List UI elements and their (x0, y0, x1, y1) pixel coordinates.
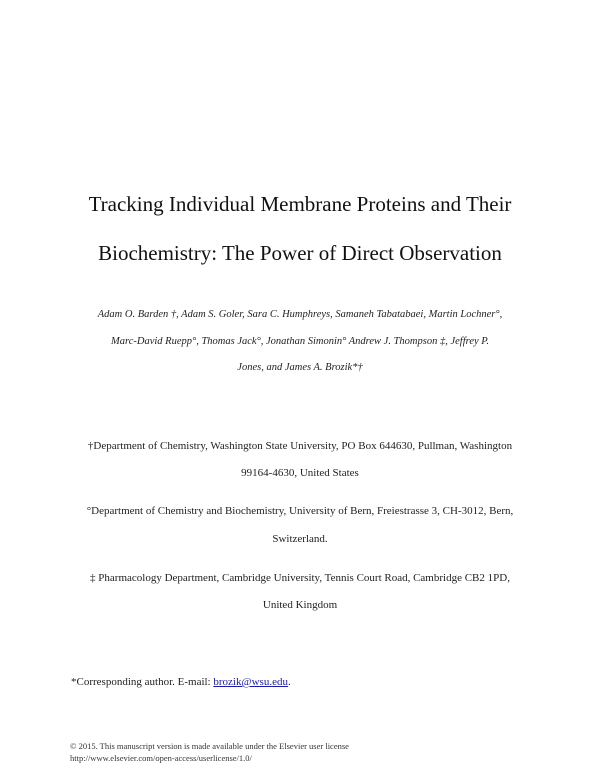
corresponding-author-suffix: . (287, 676, 291, 688)
affiliation-cambridge-line-2: United Kingdom (262, 599, 338, 611)
corresponding-email-link[interactable]: brozik@wsu.edu (213, 676, 288, 688)
corresponding-author-label: *Corresponding author. E-mail: (71, 676, 214, 688)
affiliation-bern-line-1: °Department of Chemistry and Biochemistry, University of Bern, Freiestrasse 3, CH-3012, Bern, (86, 505, 514, 517)
affiliation-wsu-line-1: †Department of Chemistry, Washington State University, PO Box 644630, Pullman, Washington (87, 440, 513, 452)
paper-title-line-1: Tracking Individual Membrane Proteins and Their (88, 192, 512, 216)
author-list-line-2: Marc-David Ruepp°, Thomas Jack°, Jonathan Simonin° Andrew J. Thompson ‡, Jeffrey P. (111, 336, 489, 347)
license-url: http://www.elsevier.com/open-access/userlicense/1.0/ (70, 753, 252, 763)
license-notice: © 2015. This manuscript version is made available under the Elsevier user license (70, 741, 349, 751)
author-list-line-3: Jones, and James A. Brozik*† (237, 362, 363, 373)
affiliation-wsu-line-2: 99164-4630, United States (241, 467, 359, 479)
author-list-line-1: Adam O. Barden †, Adam S. Goler, Sara C. Humphreys, Samaneh Tabatabaei, Martin Lochner°, (97, 309, 503, 320)
affiliation-cambridge-line-1: ‡ Pharmacology Department, Cambridge University, Tennis Court Road, Cambridge CB2 1PD, (90, 572, 510, 584)
paper-title-line-2: Biochemistry: The Power of Direct Observation (98, 241, 502, 265)
affiliation-bern-line-2: Switzerland. (272, 533, 328, 545)
corresponding-author (71, 676, 291, 688)
